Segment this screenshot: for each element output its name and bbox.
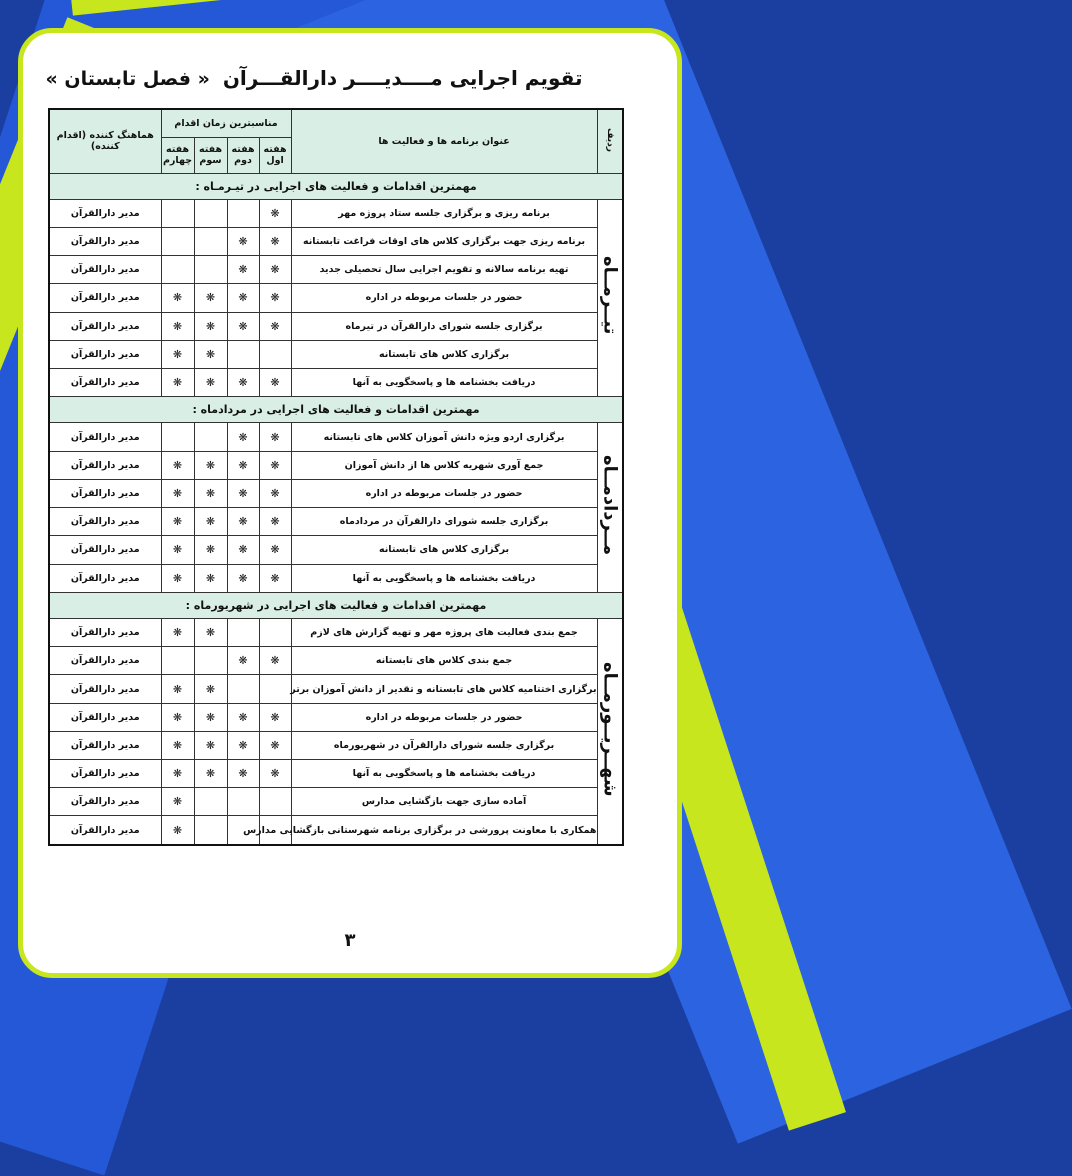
scheduled-mark-icon: ❋ xyxy=(238,235,248,249)
activity-cell: برگزاری کلاس های تابستانه xyxy=(291,340,597,368)
week-2-cell xyxy=(227,788,259,816)
scheduled-mark-icon: ❋ xyxy=(205,738,216,752)
scheduled-mark-icon: ❋ xyxy=(270,710,280,724)
coordinator-cell: مدیر دارالقرآن xyxy=(49,731,161,759)
header-timing: مناسبترین زمان اقدام xyxy=(161,109,291,137)
week-3-cell xyxy=(194,675,227,703)
scheduled-mark-icon: ❋ xyxy=(270,206,280,220)
scheduled-mark-icon: ❋ xyxy=(270,235,280,249)
coordinator-cell: مدیر دارالقرآن xyxy=(49,199,161,227)
activity-cell: آماده سازی جهت بازگشایی مدارس xyxy=(291,788,597,816)
week-3-cell xyxy=(194,816,227,845)
title-main: تقویم اجرایی مــــدیــــر دارالقـــرآن xyxy=(222,66,583,90)
week-2-cell xyxy=(227,703,259,731)
week-1-cell xyxy=(259,647,291,675)
week-3-cell xyxy=(194,760,227,788)
week-1-cell xyxy=(259,536,291,564)
month-label xyxy=(597,199,623,397)
week-1-cell xyxy=(259,508,291,536)
coordinator-cell: مدیر دارالقرآن xyxy=(49,312,161,340)
scheduled-mark-icon: ❋ xyxy=(238,319,248,333)
month-label-text: شهــریــورمــاه xyxy=(599,661,621,797)
table-row xyxy=(49,647,623,675)
scheduled-mark-icon: ❋ xyxy=(270,376,280,390)
week-1-cell xyxy=(259,369,291,397)
scheduled-mark-icon: ❋ xyxy=(238,430,248,444)
week-4-cell xyxy=(161,256,194,284)
week-2-cell xyxy=(227,564,259,592)
calendar-body xyxy=(49,173,623,845)
scheduled-mark-icon: ❋ xyxy=(270,515,280,529)
scheduled-mark-icon: ❋ xyxy=(270,486,280,500)
month-label xyxy=(597,423,623,592)
scheduled-mark-icon: ❋ xyxy=(172,486,183,500)
scheduled-mark-icon: ❋ xyxy=(270,571,280,585)
header-week1: هفته اول xyxy=(259,137,291,173)
scheduled-mark-icon: ❋ xyxy=(270,263,280,277)
header-week4: هفته چهارم xyxy=(161,137,194,173)
week-4-cell xyxy=(161,369,194,397)
scheduled-mark-icon: ❋ xyxy=(238,458,248,472)
coordinator-cell: مدیر دارالقرآن xyxy=(49,227,161,255)
scheduled-mark-icon: ❋ xyxy=(270,430,280,444)
activity-cell: دریافت بخشنامه ها و پاسخگویی به آنها xyxy=(291,564,597,592)
scheduled-mark-icon: ❋ xyxy=(172,795,183,809)
week-1-cell xyxy=(259,479,291,507)
scheduled-mark-icon: ❋ xyxy=(205,710,216,724)
scheduled-mark-icon: ❋ xyxy=(205,515,216,529)
activity-cell: جمع بندی کلاس های تابستانه xyxy=(291,647,597,675)
scheduled-mark-icon: ❋ xyxy=(238,376,248,390)
week-2-cell xyxy=(227,227,259,255)
week-4-cell xyxy=(161,816,194,845)
week-1-cell xyxy=(259,199,291,227)
coordinator-cell: مدیر دارالقرآن xyxy=(49,451,161,479)
week-2-cell xyxy=(227,256,259,284)
scheduled-mark-icon: ❋ xyxy=(238,654,248,668)
scheduled-mark-icon: ❋ xyxy=(270,543,280,557)
header-week3: هفته سوم xyxy=(194,137,227,173)
week-4-cell xyxy=(161,508,194,536)
week-4-cell xyxy=(161,564,194,592)
week-2-cell xyxy=(227,731,259,759)
activity-cell: برگزاری کلاس های تابستانه xyxy=(291,536,597,564)
scheduled-mark-icon: ❋ xyxy=(238,291,248,305)
week-3-cell xyxy=(194,451,227,479)
page-title xyxy=(40,66,588,90)
week-4-cell xyxy=(161,199,194,227)
activity-cell: دریافت بخشنامه ها و پاسخگویی به آنها xyxy=(291,369,597,397)
coordinator-cell: مدیر دارالقرآن xyxy=(49,760,161,788)
week-1-cell xyxy=(259,256,291,284)
table-row xyxy=(49,703,623,731)
week-1-cell xyxy=(259,227,291,255)
scheduled-mark-icon: ❋ xyxy=(205,319,216,333)
scheduled-mark-icon: ❋ xyxy=(270,767,280,781)
activity-cell: برگزاری جلسه شورای دارالقرآن در تیرماه xyxy=(291,312,597,340)
week-4-cell xyxy=(161,451,194,479)
scheduled-mark-icon: ❋ xyxy=(270,738,280,752)
week-4-cell xyxy=(161,703,194,731)
table-row xyxy=(49,618,623,646)
week-2-cell xyxy=(227,312,259,340)
week-4-cell xyxy=(161,479,194,507)
table-row xyxy=(49,760,623,788)
month-label-text: مــردادمــاه xyxy=(599,455,621,556)
scheduled-mark-icon: ❋ xyxy=(205,458,216,472)
scheduled-mark-icon: ❋ xyxy=(238,515,248,529)
week-3-cell xyxy=(194,536,227,564)
coordinator-cell: مدیر دارالقرآن xyxy=(49,816,161,845)
activity-cell: جمع آوری شهریه کلاس ها از دانش آموزان xyxy=(291,451,597,479)
table-row xyxy=(49,340,623,368)
activity-cell: برنامه ریزی جهت برگزاری کلاس های اوقات فراغت تابستانه xyxy=(291,227,597,255)
scheduled-mark-icon: ❋ xyxy=(172,682,183,696)
scheduled-mark-icon: ❋ xyxy=(238,486,248,500)
scheduled-mark-icon: ❋ xyxy=(172,543,183,557)
week-2-cell xyxy=(227,618,259,646)
week-2-cell xyxy=(227,536,259,564)
coordinator-cell: مدیر دارالقرآن xyxy=(49,788,161,816)
coordinator-cell: مدیر دارالقرآن xyxy=(49,423,161,451)
scheduled-mark-icon: ❋ xyxy=(238,710,248,724)
section-heading: مهمترین اقدامات و فعالیت های اجرایی در شهریورماه : xyxy=(49,592,623,618)
week-3-cell xyxy=(194,284,227,312)
table-row xyxy=(49,199,623,227)
section-heading: مهمترین اقدامات و فعالیت های اجرایی در مردادماه : xyxy=(49,397,623,423)
week-3-cell xyxy=(194,731,227,759)
activity-cell: برگزاری جلسه شورای دارالقرآن در مردادماه xyxy=(291,508,597,536)
scheduled-mark-icon: ❋ xyxy=(238,738,248,752)
week-4-cell xyxy=(161,423,194,451)
table-row xyxy=(49,369,623,397)
week-4-cell xyxy=(161,760,194,788)
section-heading-row xyxy=(49,173,623,199)
scheduled-mark-icon: ❋ xyxy=(238,767,248,781)
week-3-cell xyxy=(194,312,227,340)
week-3-cell xyxy=(194,788,227,816)
scheduled-mark-icon: ❋ xyxy=(172,458,183,472)
week-1-cell xyxy=(259,675,291,703)
scheduled-mark-icon: ❋ xyxy=(270,291,280,305)
week-2-cell xyxy=(227,340,259,368)
week-2-cell xyxy=(227,451,259,479)
activity-cell: برگزاری اختتامیه کلاس های تابستانه و تقدیر از دانش آموزان برتر xyxy=(291,675,597,703)
week-2-cell xyxy=(227,675,259,703)
week-2-cell xyxy=(227,199,259,227)
table-row xyxy=(49,256,623,284)
scheduled-mark-icon: ❋ xyxy=(172,738,183,752)
scheduled-mark-icon: ❋ xyxy=(172,376,183,390)
scheduled-mark-icon: ❋ xyxy=(205,486,216,500)
table-row xyxy=(49,508,623,536)
week-1-cell xyxy=(259,451,291,479)
scheduled-mark-icon: ❋ xyxy=(172,515,183,529)
activity-cell: حضور در جلسات مربوطه در اداره xyxy=(291,284,597,312)
week-4-cell xyxy=(161,647,194,675)
week-1-cell xyxy=(259,731,291,759)
activity-cell: برگزاری جلسه شورای دارالقرآن در شهریورماه xyxy=(291,731,597,759)
coordinator-cell: مدیر دارالقرآن xyxy=(49,369,161,397)
scheduled-mark-icon: ❋ xyxy=(172,767,183,781)
coordinator-cell: مدیر دارالقرآن xyxy=(49,479,161,507)
activity-cell: حضور در جلسات مربوطه در اداره xyxy=(291,479,597,507)
week-4-cell xyxy=(161,618,194,646)
week-3-cell xyxy=(194,479,227,507)
page-number: ۳ xyxy=(344,930,356,951)
table-row xyxy=(49,479,623,507)
header-row-number: ردیف xyxy=(597,109,623,173)
table-row xyxy=(49,451,623,479)
week-3-cell xyxy=(194,369,227,397)
scheduled-mark-icon: ❋ xyxy=(172,571,183,585)
scheduled-mark-icon: ❋ xyxy=(172,347,183,361)
week-1-cell xyxy=(259,760,291,788)
activity-cell: جمع بندی فعالیت های پروژه مهر و تهیه گزارش های لازم xyxy=(291,618,597,646)
title-season: « فصل تابستان » xyxy=(45,68,210,90)
table-row xyxy=(49,675,623,703)
week-2-cell xyxy=(227,369,259,397)
scheduled-mark-icon: ❋ xyxy=(172,291,183,305)
scheduled-mark-icon: ❋ xyxy=(205,376,216,390)
week-2-cell xyxy=(227,647,259,675)
section-heading-row xyxy=(49,397,623,423)
scheduled-mark-icon: ❋ xyxy=(172,823,183,837)
month-label xyxy=(597,618,623,845)
week-2-cell xyxy=(227,423,259,451)
coordinator-cell: مدیر دارالقرآن xyxy=(49,564,161,592)
section-heading-row xyxy=(49,592,623,618)
week-3-cell xyxy=(194,340,227,368)
week-1-cell xyxy=(259,340,291,368)
activity-cell: حضور در جلسات مربوطه در اداره xyxy=(291,703,597,731)
week-3-cell xyxy=(194,227,227,255)
coordinator-cell: مدیر دارالقرآن xyxy=(49,284,161,312)
week-3-cell xyxy=(194,564,227,592)
header-week2: هفته دوم xyxy=(227,137,259,173)
scheduled-mark-icon: ❋ xyxy=(205,291,216,305)
table-row xyxy=(49,227,623,255)
scheduled-mark-icon: ❋ xyxy=(205,626,216,640)
table-row xyxy=(49,312,623,340)
week-4-cell xyxy=(161,284,194,312)
week-4-cell xyxy=(161,227,194,255)
week-2-cell xyxy=(227,760,259,788)
header-coordinator: هماهنگ کننده (اقدام کننده) xyxy=(49,109,161,173)
scheduled-mark-icon: ❋ xyxy=(205,347,216,361)
week-1-cell xyxy=(259,703,291,731)
section-heading: مهمترین اقدامات و فعالیت های اجرایی در تیـرمـاه : xyxy=(49,173,623,199)
table-row xyxy=(49,536,623,564)
scheduled-mark-icon: ❋ xyxy=(172,710,183,724)
week-3-cell xyxy=(194,199,227,227)
header-activities: عنوان برنامه ها و فعالیت ها xyxy=(291,109,597,173)
scheduled-mark-icon: ❋ xyxy=(205,543,216,557)
table-row xyxy=(49,284,623,312)
week-2-cell xyxy=(227,508,259,536)
scheduled-mark-icon: ❋ xyxy=(172,319,183,333)
week-3-cell xyxy=(194,256,227,284)
week-1-cell xyxy=(259,564,291,592)
week-1-cell xyxy=(259,423,291,451)
scheduled-mark-icon: ❋ xyxy=(205,571,216,585)
coordinator-cell: مدیر دارالقرآن xyxy=(49,508,161,536)
activity-cell: برگزاری اردو ویژه دانش آموزان کلاس های تابستانه xyxy=(291,423,597,451)
week-4-cell xyxy=(161,536,194,564)
calendar-table xyxy=(48,108,624,846)
week-2-cell xyxy=(227,284,259,312)
week-2-cell xyxy=(227,479,259,507)
week-3-cell xyxy=(194,703,227,731)
week-1-cell xyxy=(259,788,291,816)
month-label-text: تیــرمــاه xyxy=(599,256,621,335)
table-row xyxy=(49,816,623,845)
scheduled-mark-icon: ❋ xyxy=(238,263,248,277)
scheduled-mark-icon: ❋ xyxy=(270,319,280,333)
week-4-cell xyxy=(161,788,194,816)
table-row xyxy=(49,564,623,592)
activity-cell: دریافت بخشنامه ها و پاسخگویی به آنها xyxy=(291,760,597,788)
activity-cell: تهیه برنامه سالانه و تقویم اجرایی سال تحصیلی جدید xyxy=(291,256,597,284)
scheduled-mark-icon: ❋ xyxy=(270,458,280,472)
scheduled-mark-icon: ❋ xyxy=(238,543,248,557)
scheduled-mark-icon: ❋ xyxy=(205,767,216,781)
week-1-cell xyxy=(259,284,291,312)
week-1-cell xyxy=(259,618,291,646)
week-1-cell xyxy=(259,312,291,340)
activity-cell: همکاری با معاونت پرورشی در برگزاری برنامه شهرستانی بازگشایی مدارس xyxy=(291,816,597,845)
week-4-cell xyxy=(161,340,194,368)
coordinator-cell: مدیر دارالقرآن xyxy=(49,647,161,675)
table-row xyxy=(49,423,623,451)
week-3-cell xyxy=(194,618,227,646)
coordinator-cell: مدیر دارالقرآن xyxy=(49,618,161,646)
week-3-cell xyxy=(194,423,227,451)
table-row xyxy=(49,731,623,759)
activity-cell: برنامه ریزی و برگزاری جلسه ستاد پروژه مهر xyxy=(291,199,597,227)
scheduled-mark-icon: ❋ xyxy=(270,654,280,668)
scheduled-mark-icon: ❋ xyxy=(205,682,216,696)
scheduled-mark-icon: ❋ xyxy=(172,626,183,640)
coordinator-cell: مدیر دارالقرآن xyxy=(49,703,161,731)
week-4-cell xyxy=(161,731,194,759)
table-row xyxy=(49,788,623,816)
coordinator-cell: مدیر دارالقرآن xyxy=(49,256,161,284)
scheduled-mark-icon: ❋ xyxy=(238,571,248,585)
coordinator-cell: مدیر دارالقرآن xyxy=(49,340,161,368)
week-4-cell xyxy=(161,675,194,703)
coordinator-cell: مدیر دارالقرآن xyxy=(49,675,161,703)
week-3-cell xyxy=(194,508,227,536)
week-3-cell xyxy=(194,647,227,675)
week-4-cell xyxy=(161,312,194,340)
coordinator-cell: مدیر دارالقرآن xyxy=(49,536,161,564)
